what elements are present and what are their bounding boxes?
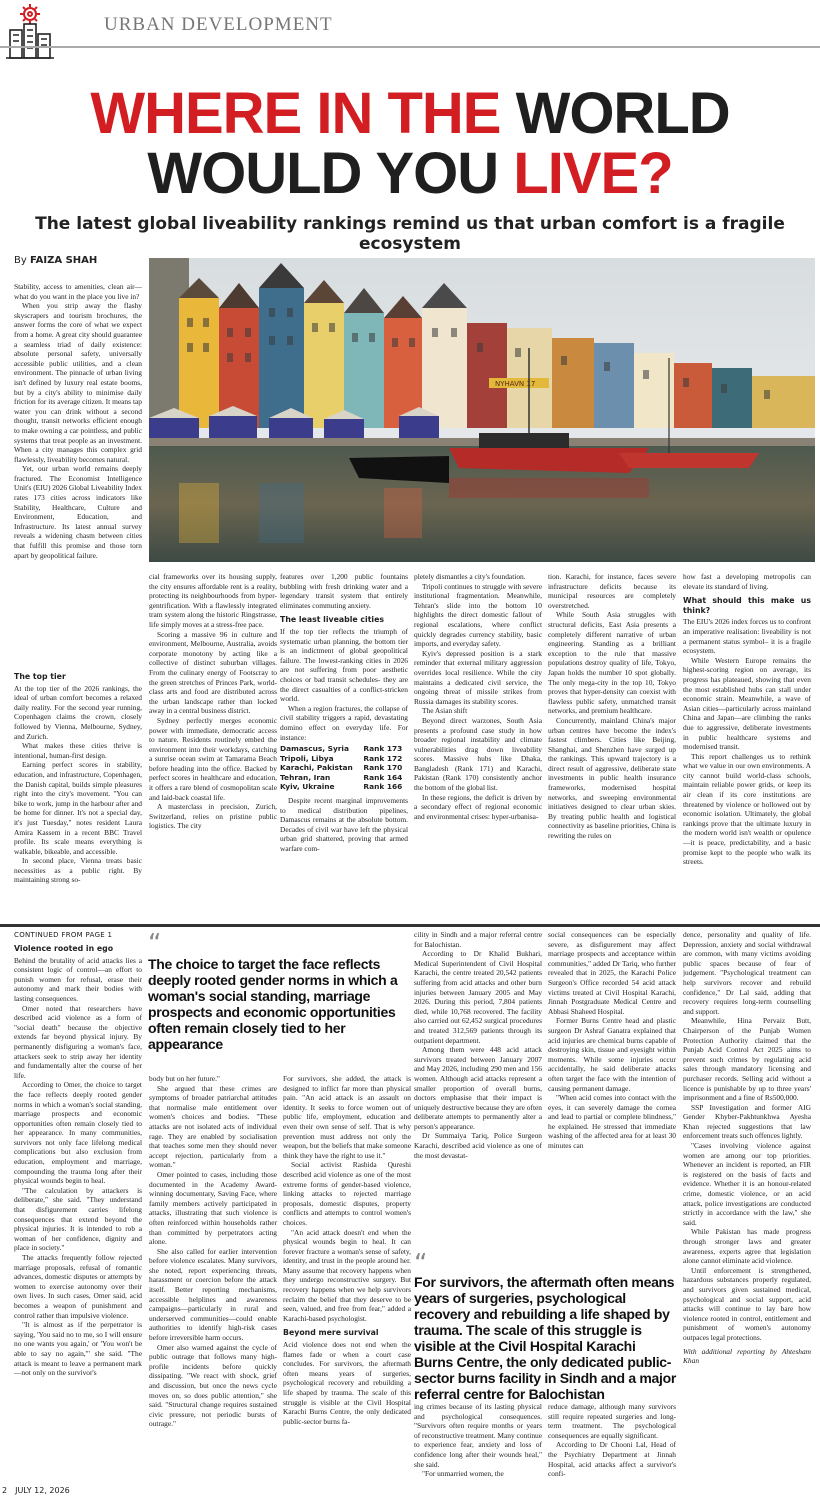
article-column-5 bbox=[548, 572, 676, 912]
paragraph: Tripoli continues to struggle with severe institutional fragmentation. Meanwhile, Tehran's slide into the bottom 10 highlights the direct domestic fallout of regional escalations, where conflict quickly degrades currency stability, basic imports, and everyday safety. bbox=[414, 581, 542, 649]
rank-row: Kyiv, Ukraine Rank 166 bbox=[280, 782, 403, 792]
paragraph: reduce damage, although many survivors still require repeated surgeries and long-term treatment. The psychological consequences are equally significant. bbox=[548, 1402, 676, 1440]
paragraph: Behind the brutality of acid attacks lies a consistent logic of control—an effort to punish women for refusal, erase their autonomy and mark their bodies with lasting consequences. bbox=[14, 955, 142, 1003]
paragraph: Among them were 448 acid attack survivors treated between January 2007 and May 2026, including 290 men and 156 women. Although acid attacks represent a smaller proportion of overall burns, doctors emphasise that their impact is uniquely destructive because they are often deliberate attempts to permanently alter a person's appearance. bbox=[414, 1045, 542, 1131]
paragraph: According to Dr Chooni Lal, Head of the Psychiatry Department at Jinnah Hospital, acid attacks affect a survivor's confi- bbox=[548, 1440, 676, 1479]
byline: By FAIZA SHAH bbox=[14, 255, 98, 266]
paragraph: Social activist Rashida Qureshi described acid violence as one of the most extreme forms of gender-based violence, linking attacks to rejected marriage proposals, domestic disputes, property conflicts and attempts to control women's choices. bbox=[283, 1160, 411, 1227]
paragraph: Meanwhile, Hina Pervaiz Butt, Chairperson of the Punjab Women Protection Authority claimed that the Punjab Acid Control Act 2025 aims to prevent such crimes by regulating acid sales through mandatory licensing and purchaser records. Selling acid without a licence is punishable by up to three years' imprisonment and a fine of Rs500,000. bbox=[683, 1016, 811, 1103]
lower-column-4b bbox=[414, 1402, 542, 1480]
paragraph: "Cases involving violence against women are among our top priorities. Whenever an incident is reported, an FIR is registered on the basis of facts and evidence. Whether it is an honour-related crime, domestic violence, or an acid attack, police investigations are conducted strictly in accordance with the law," she said. bbox=[683, 1141, 811, 1227]
paragraph: Sydney perfectly merges economic power with immediate, democratic access to nature. Residents routinely embed the environment into their workdays, catching a sunrise ocean swim at Tamarama Beach before heading into the office. Backed by perfect scores in healthcare and education, it offers a rare blend of cosmopolitan scale and laid-back coastal life. bbox=[149, 715, 277, 802]
section-divider bbox=[0, 924, 820, 927]
lower-column-5b bbox=[548, 1402, 676, 1480]
headline-red-part: WHERE IN THE bbox=[90, 81, 516, 146]
paragraph: Stability, access to amenities, clean air—what do you want in the place you live in? bbox=[14, 282, 142, 301]
paragraph: What makes these cities thrive is intentional, human-first design. bbox=[14, 741, 142, 760]
paragraph: A masterclass in precision, Zurich, Switzerland, relies on pristine public logistics. The city bbox=[149, 802, 277, 831]
paragraph: Concurrently, mainland China's major urban centres have become the index's fastest climbers. Cities like Beijing, Shanghai, and Shenzhen have surged up the rankings. This upward trajectory is a direct result of aggressive, deliberate state investments in public health insurance frameworks, modernised hospital networks, and sweeping environmental initiatives designed to clear urban skies. By treating public health and logistical connectivity as baseline priorities, China is rewriting the rules on bbox=[548, 715, 676, 841]
paragraph: "The calculation by attackers is deliberate," she said. "They understand that disfigurement carries lifelong consequences that extend beyond the physical injuries. It is intended to rob a woman of her confidence, dignity and place in society." bbox=[14, 1185, 142, 1253]
paragraph: "For unmarried women, the bbox=[422, 1469, 504, 1479]
article-column-2 bbox=[149, 572, 277, 912]
paragraph: pletely dismantles a city's foundation. bbox=[414, 572, 526, 581]
paragraph: While Western Europe remains the highest-scoring region on average, its progress has plateaued, showing that even the most established hubs can stall under economic strain. Meanwhile, a wave of Asian cities—particularly across mainland China and Japan—are climbing the ranks due to aggressive, deliberate investments in public healthcare systems and modernised transit. bbox=[683, 655, 811, 752]
rank-row: Tehran, Iran Rank 164 bbox=[280, 772, 403, 782]
headline-dark-part: WOULD YOU bbox=[147, 141, 514, 206]
paragraph: "An acid attack doesn't end when the physical wounds begin to heal. It can forever fracture a woman's sense of safety, identity, and trust in the people around her. Many assume that recovery happens when they undergo reconstructive surgery. But recovery happens when we help survivors reclaim the belief that they deserve to be seen, valued, and free from fear," added a Karachi-based psychologist. bbox=[283, 1227, 411, 1323]
subhead: Beyond mere survival bbox=[283, 1328, 379, 1338]
lower-column-5 bbox=[548, 930, 676, 1250]
city-gear-icon bbox=[4, 2, 56, 62]
paragraph: cial frameworks over its housing supply, the city ensures affordable rent is a reality, protecting its neighbourhoods from hyper-gentrification. With a flawlessly integrated tram system along the historic Ringstrasse, life simply moves at a stress-free pace. bbox=[149, 572, 277, 629]
paragraph: Omer also warned against the cycle of public outrage that follows many high-profile incidents before quickly dissipating. "We react with shock, grief and discussion, but once the news cycle moves on, so does public attention," she said. "Structural change requires sustained civic pressure, not periodic bursts of outrage." bbox=[149, 1342, 277, 1429]
lower-column-2 bbox=[149, 1074, 277, 1478]
paragraph: social consequences can be especially severe, as disfigurement may affect marriage prospects and acceptance within communities," added Dr Tariq, who further revealed that in 2025, the Karachi Police Surgeon's Office recorded 54 acid attack victims treated at Civil Hospital Karachi, Jinnah Postgraduate Medical Centre and Abbasi Shaheed Hospital. bbox=[548, 930, 676, 1016]
paragraph: When a region fractures, the collapse of civil stability triggers a rapid, devastating domino effect on everyday life. For instance: bbox=[280, 703, 408, 742]
reporting-credit: With additional reporting by Ahtesham Khan bbox=[683, 1346, 811, 1366]
paragraph: tion. Karachi, for instance, faces severe infrastructure deficits because its municipal resources are completely overstretched. bbox=[548, 572, 676, 610]
paragraph: Earning perfect scores in stability, education, and infrastructure, Copenhagen, the Danish capital, builds simple pleasures right into the city's movement. "You can bike to work, jump in the harbour after and be home for dinner. It's not a special day, it's just Tuesday," notes resident Laura Amira Kassem in a recent BBC Travel profile. Its scale means everything is walkable, bikeable, and accessible. bbox=[14, 760, 142, 856]
subhead: Violence rooted in ego bbox=[14, 944, 114, 953]
rank-row: Karachi, Pakistan Rank 170 bbox=[280, 763, 403, 773]
paragraph: body but on her future." bbox=[149, 1074, 220, 1083]
paragraph: Kyiv's depressed position is a stark reminder that external military aggression overrides local resilience. While the city maintains a dedicated civil service, the ongoing threat of missile strikes from Russia damages its stability scores. bbox=[414, 648, 542, 706]
rank-row: Tripoli, Libya Rank 172 bbox=[280, 753, 403, 763]
paragraph: While South Asia struggles with structural deficits, East Asia presents a completely different narrative of urban engineering. Standing as a brilliant exception to the rule that massive populations destroy quality of life, Tokyo, Japan holds the number 10 spot globally. The only mega-city in the top 10, Tokyo proves that hyper-density can coexist with flawless public safety, unmatched transit networks, and premium healthcare. bbox=[548, 610, 676, 716]
paragraph: The attacks frequently follow rejected marriage proposals, refusal of romantic advances, domestic disputes or attempts by women to exercise autonomy over their own lives. In such cases, Omer said, acid becomes a weapon of punishment and control rather than impulsive violence. bbox=[14, 1253, 142, 1320]
lower-column-3 bbox=[283, 1074, 411, 1478]
article-column-6 bbox=[683, 572, 811, 912]
page-folio bbox=[2, 1485, 70, 1496]
subhead: What should this make us think? bbox=[683, 596, 811, 615]
headline-line-2 bbox=[0, 141, 820, 206]
continued-label: CONTINUED FROM PAGE 1 bbox=[14, 931, 113, 939]
paragraph: Until enforcement is strengthened, hazardous substances properly regulated, and survivors given sustained medical, psychological and social support, acid attacks will continue to lay bare how violence rooted in control, entitlement and punishment of women's autonomy outpaces legal protections. bbox=[683, 1265, 811, 1342]
paragraph: She also called for earlier intervention before violence escalates. Many survivors, she noted, report experiencing threats, harassment or coercion before the attack itself. Better reporting mechanisms, accessible helplines and awareness campaigns—particularly in rural and underserved communities—could enable authorities to identify high-risk cases before irreversible harm occurs. bbox=[149, 1246, 277, 1343]
deck: The latest global liveability rankings remind us that urban comfort is a fragile ecosystem bbox=[35, 214, 785, 254]
paragraph: At the top tier of the 2026 rankings, the ideal of urban comfort becomes a relaxed daily reality. For the second year running, Copenhagen claims the crown, closely followed by Vienna, Melbourne, Sydney, and Zurich. bbox=[14, 683, 142, 741]
paragraph: When you strip away the flashy skyscrapers and tourism brochures, the answer forms the core of what we expect from a home. A great city should guarantee a seamless triad of daily existence: absolute personal safety, universally accessible public utilities, and a clean environment. The pinnacle of urban living isn't defined by luxury real estate booms, but by a city's ability to minimise daily friction for its average citizen. It means tap water you can drink without a second thought, transit networks efficient enough to make owning a car pointless, and public systems that treat people as an investment. When a city manages this complex grid flawlessly, liveability becomes natural. bbox=[14, 301, 142, 464]
paragraph: "It is almost as if the perpetrator is saying, 'You said no to me, so I will ensure no one wants you again,' or 'You won't be able to say no again,'" she said. "The attack is meant to leave a permanent mark—not only on the survivor's bbox=[14, 1320, 142, 1378]
paragraph: SSP Investigation and former AIG Gender Khyber-Pakhtunkhwa Ayesha Khan rejected suggestions that law enforcement treats such offences lightly. bbox=[683, 1102, 811, 1141]
lower-column-4 bbox=[414, 930, 542, 1250]
paragraph: dence, personality and quality of life. Depression, anxiety and social withdrawal are common, with many victims avoiding public spaces because of fear of judgement. "Psychological treatment can help survivors recover and rebuild confidence," Dr Lal said, adding that recovery requires long-term counselling and support. bbox=[683, 930, 811, 1016]
page-number: 2 bbox=[2, 1486, 8, 1495]
paragraph: While Pakistan has made progress through stronger laws and greater awareness, experts agree that legislation alone cannot eliminate acid violence. bbox=[683, 1227, 811, 1266]
paragraph: Despite recent marginal improvements to medical distribution pipelines, Damascus remains at the absolute bottom. Decades of civil war have left the physical urban grid shattered, proving that armed warfare com- bbox=[280, 796, 408, 854]
article-column-4 bbox=[414, 572, 542, 912]
pull-quote: The choice to target the face reflects deeply rooted gender norms in which a woman's social standing, marriage prospects and economic opportunities often remain closely tied to her appearance bbox=[148, 956, 398, 1052]
paragraph: ing crimes because of its lasting physical and psychological consequences. "Survivors often require months or years of reconstructive treatment. Many continue to experience fear, anxiety and loss of confidence long after their wounds heal," she said. bbox=[414, 1402, 542, 1469]
byline-author: FAIZA SHAH bbox=[29, 255, 98, 266]
paragraph: Acid violence does not end when the flames fade or when a court case concludes. For survivors, the aftermath often means years of surgeries, psychological recovery and rebuilding a life shaped by trauma. The scale of this struggle is visible at the Civil Hospital Karachi Burns Centre, the only dedicated public-sector burns fa- bbox=[283, 1340, 411, 1426]
paragraph: Scoring a massive 96 in culture and environment, Melbourne, Australia, avoids corporate monotony by acting like a collective of distinct suburban villages. From the culinary energy of Footscray to the green stretches of Princes Park, world-class arts and food are distributed across the urban landscape rather than locked away in a central business district. bbox=[149, 629, 277, 716]
section-rule bbox=[0, 46, 820, 48]
paragraph: Omer pointed to cases, including those documented in the Academy Award-winning documentary, Saving Face, where family members actively participated in attacks, illustrating that such violence is often reinforced within households rather than committed by perpetrators acting alone. bbox=[149, 1169, 277, 1247]
rank-table bbox=[280, 744, 408, 792]
paragraph: Dr Summaiya Tariq, Police Surgeon Karachi, described acid violence as one of the most devastat- bbox=[414, 1131, 542, 1160]
paragraph: how fast a developing metropolis can elevate its standard of living. bbox=[683, 572, 811, 591]
lower-column-6 bbox=[683, 930, 811, 1480]
headline-red-part: LIVE? bbox=[513, 141, 673, 206]
paragraph: Yet, our urban world remains deeply fractured. The Economist Intelligence Unit's (EIU) 2026 Global Liveability Index rates 173 cities across indicators like Stability, Healthcare, Culture and Environment, Education, and Infrastructure. Its latest annual survey reveals a widening chasm between cities that fulfill this promise and those torn apart by geopolitical failure. bbox=[14, 464, 142, 560]
paragraph: The Asian shift bbox=[422, 706, 468, 716]
issue-date: JULY 12, 2026 bbox=[15, 1486, 70, 1495]
harbour-photo bbox=[149, 258, 815, 562]
article-column-1b bbox=[14, 672, 142, 912]
paragraph: Beyond direct warzones, South Asia presents a profound case study in how broader regional instability and climate vulnerabilities drag down liveability scores. Massive hubs like Dhaka, Bangladesh (Rank 171) and Karachi, Pakistan (Rank 170) consistently anchor the bottom of the global list. bbox=[414, 715, 542, 793]
paragraph: According to Dr Khalid Bukhari, Medical Superintendent of Civil Hospital Karachi, the centre treated 20,542 patients suffering from acid attacks and other burn injuries between January 2005 and May 2026. During this period, 7,804 patients died, while 10,768 recovered. The facility also carried out 62,452 surgical procedures and treated 312,569 patients through its outpatient department. bbox=[414, 949, 542, 1045]
paragraph: This report challenges us to rethink what we value in our own environments. A city cannot build world-class schools, maintain reliable power grids, or keep its air clean if its core institutions are threatened by violence or hollowed out by economic isolation. Ultimately, the global rankings prove that the ultimate luxury in the modern world isn't wealth or opulence—it is peace, predictability, and a basic promise kept to the people who walk its streets. bbox=[683, 751, 811, 867]
article-column-3 bbox=[280, 572, 408, 912]
shop-sign-text: NYHAVN 17 bbox=[495, 380, 536, 388]
quote-mark-icon: “ bbox=[414, 1249, 428, 1279]
paragraph: Omer noted that researchers have described acid violence as a form of "social death" because the objective extends far beyond physical injury. By permanently disfiguring a woman's face, attackers seek to strip away her identity and fundamentally alter the course of her life. bbox=[14, 1003, 142, 1080]
headline-dark-part: WORLD bbox=[515, 81, 730, 146]
paragraph: Former Burns Centre head and plastic surgeon Dr Ashraf Ganatra explained that acid injuries are chemical burns capable of destroying skin, tissue and eyesight within moments. While some injuries occur accidentally, he said deliberate attacks often target the face with the intention of causing permanent damage. bbox=[548, 1016, 676, 1093]
lower-column-1 bbox=[14, 944, 142, 1478]
paragraph: She argued that these crimes are symptoms of broader patriarchal attitudes that normalise male entitlement over women's choices and bodies. "These attacks are not isolated acts of individual rage. They are enabled by socialisation that teaches some men they should never accept rejection, particularly from a woman." bbox=[149, 1083, 277, 1170]
paragraph: features over 1,200 public fountains bubbling with fresh drinking water and a legendary transit system that entirely eliminates commuting anxiety. bbox=[280, 572, 408, 610]
quote-mark-icon: “ bbox=[148, 929, 162, 959]
paragraph: According to Omer, the choice to target the face reflects deeply rooted gender norms in which a woman's social standing, marriage prospects and economic opportunities often remain closely tied to her appearance. In many communities, survivors not only face lifelong medical complications but also exclusion from education, employment and marriage, compounding the trauma long after their physical wounds begin to heal. bbox=[14, 1080, 142, 1186]
article-column-1 bbox=[14, 282, 142, 654]
headline-line-1 bbox=[0, 81, 820, 146]
paragraph: "When acid comes into contact with the eyes, it can severely damage the cornea and lead to partial or complete blindness," he explained. He stressed that immediate washing of the affected area for at least 30 minutes can bbox=[548, 1093, 676, 1151]
subhead: The top tier bbox=[14, 672, 66, 681]
paragraph: In these regions, the deficit is driven by a secondary effect of regional economic and environmental crises: hyper-urbanisa- bbox=[414, 792, 542, 821]
paragraph: cility in Sindh and a major referral centre for Balochistan. bbox=[414, 930, 542, 949]
paragraph: For survivors, she added, the attack is designed to inflict far more than physical pain. "An acid attack is an assault on identity. It seeks to force women out of public life, employment, education and even their own sense of self. That is why prevention must address not only the weapon, but the beliefs that make someone think they have the right to use it." bbox=[283, 1074, 411, 1160]
section-label: URBAN DEVELOPMENT bbox=[104, 14, 333, 35]
pull-quote: For survivors, the aftermath often means years of surgeries, psychological recovery and rebuilding a life shaped by trauma. The scale of this struggle is visible at the Civil Hospital Karachi Burns Centre, the only dedicated public-sector burns facility in Sindh and a major referral centre for Balochistan bbox=[414, 1274, 677, 1402]
rank-row: Damascus, Syria Rank 173 bbox=[280, 744, 403, 754]
paragraph: The EIU's 2026 index forces us to confront an imperative realisation: liveability is not a permanent status symbol– it is a fragile ecosystem. bbox=[683, 617, 811, 656]
subhead: The least liveable cities bbox=[280, 615, 385, 625]
paragraph: If the top tier reflects the triumph of systematic urban planning, the bottom tier is an indictment of global geopolitical failure. The lowest-ranking cities in 2026 are not suffering from poor aesthetic choices or bad transit schedules- they are the direct casualties of a conflict-stricken world. bbox=[280, 626, 408, 704]
paragraph: In second place, Vienna treats basic necessities as a public right. By maintaining strong so- bbox=[14, 856, 142, 885]
